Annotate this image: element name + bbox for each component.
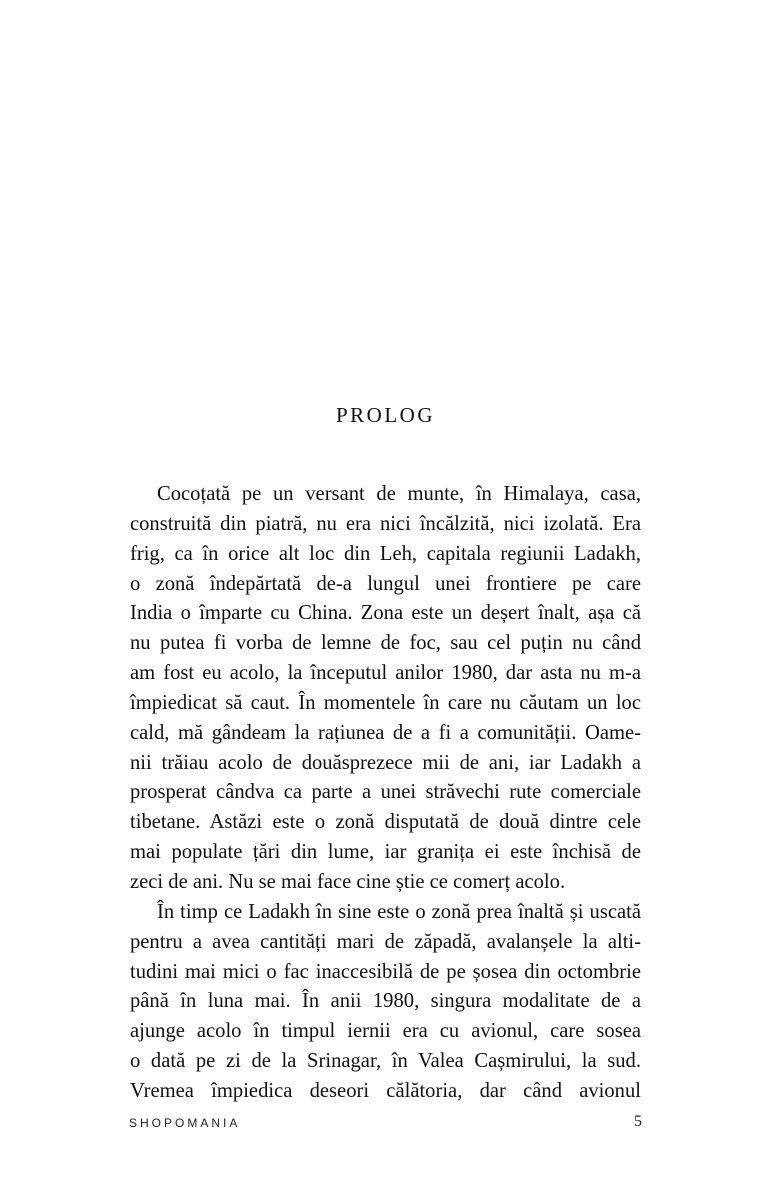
text-line: până în luna mai. În anii 1980, singura modalitate de a bbox=[130, 990, 641, 1013]
body-text bbox=[130, 480, 641, 1107]
text-line: prosperat cândva ca parte a unei străvechi rute comerciale bbox=[130, 781, 641, 804]
text-line: o zonă îndepărtată de-a lungul unei frontiere pe care bbox=[130, 572, 641, 595]
paragraph bbox=[130, 480, 641, 898]
text-line: am fost eu acolo, la începutul anilor 1980, dar asta nu m-a bbox=[130, 662, 641, 685]
running-head: SHOPOMANIA bbox=[129, 1116, 241, 1130]
text-line: pentru a avea cantități mari de zăpadă, avalanșele la alti- bbox=[130, 930, 641, 953]
text-line: mai populate țări din lume, iar granița ei este închisă de bbox=[130, 841, 641, 864]
text-line: ajunge acolo în timpul iernii era cu avionul, care sosea bbox=[130, 1020, 641, 1043]
text-line: Vremea împiedica deseori călătoria, dar când avionul bbox=[130, 1079, 641, 1102]
text-line: împiedicat să caut. În momentele în care nu căutam un loc bbox=[130, 691, 641, 714]
text-line: zeci de ani. Nu se mai face cine știe ce comerț acolo. bbox=[130, 870, 566, 893]
text-line: În timp ce Ladakh în sine este o zonă prea înaltă și uscată bbox=[157, 900, 641, 923]
text-line: tudini mai mici o fac inaccesibilă de pe șosea din octombrie bbox=[130, 960, 641, 983]
text-line: o dată pe zi de la Srinagar, în Valea Cașmirului, la sud. bbox=[130, 1050, 641, 1073]
text-line: nii trăiau acolo de douăsprezece mii de ani, iar Ladakh a bbox=[130, 751, 641, 774]
text-line: nu putea fi vorba de lemne de foc, sau cel puțin nu când bbox=[130, 632, 641, 655]
paragraph bbox=[130, 898, 641, 1107]
text-line: cald, mă gândeam la rațiunea de a fi a comunității. Oame- bbox=[130, 721, 641, 744]
text-line: Cocoțată pe un versant de munte, în Himalaya, casa, bbox=[157, 483, 641, 505]
text-line: India o împarte cu China. Zona este un deșert înalt, așa că bbox=[130, 602, 641, 625]
text-line: tibetane. Astăzi este o zonă disputată de două dintre cele bbox=[130, 811, 641, 834]
text-line: frig, ca în orice alt loc din Leh, capitala regiunii Ladakh, bbox=[130, 542, 641, 565]
text-line: construită din piatră, nu era nici încălzită, nici izolată. Era bbox=[130, 512, 641, 535]
page-number: 5 bbox=[634, 1113, 642, 1130]
chapter-title: PROLOG bbox=[335, 403, 435, 427]
